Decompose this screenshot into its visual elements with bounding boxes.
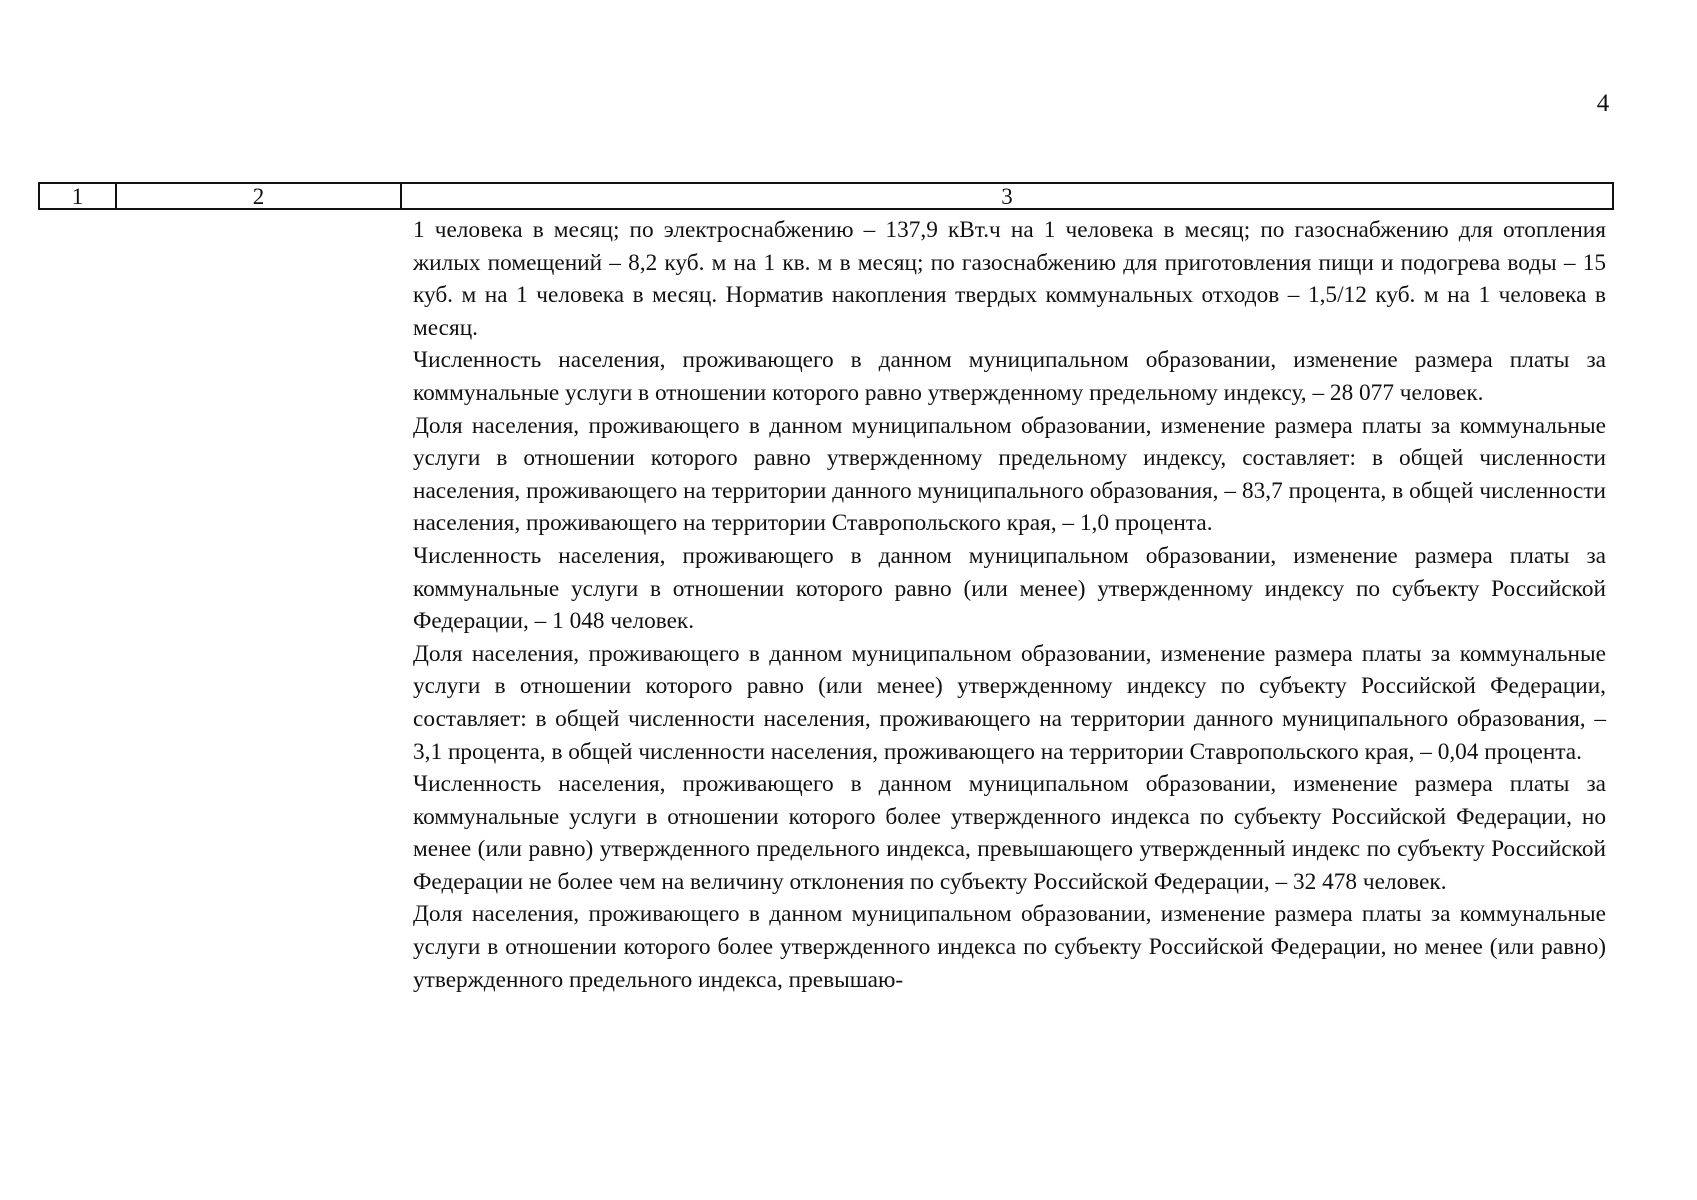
column-header-3: 3 <box>1001 183 1013 209</box>
document-body <box>413 214 1606 996</box>
paragraph: Доля населения, проживающего в данном муниципальном образовании, изменение размера платы за коммунальные услуги в отношении которого равно утвержденному предельному индексу, составляет: в общей численности населения, проживающего на территории данного муниципального образования, – 83,7 процента, в общей численности населения, проживающего на территории Ставропольского края, – 1,0 процента. <box>413 412 1606 537</box>
table-column-header <box>38 182 1614 210</box>
paragraph: Численность населения, проживающего в данном муниципальном образовании, изменение размера платы за коммунальные услуги в отношении которого равно (или менее) утвержденному индексу по субъекту Российской Федерации, – 1 048 человек. <box>413 542 1606 635</box>
paragraph: Численность населения, проживающего в данном муниципальном образовании, изменение размера платы за коммунальные услуги в отношении которого равно утвержденному предельному индексу, – 28 077 человек. <box>413 347 1606 406</box>
paragraph: Численность населения, проживающего в данном муниципальном образовании, изменение размера платы за коммунальные услуги в отношении которого более утвержденного индекса по субъекту Российской Федерации, но менее (или равно) утвержденного предельного индекса, превышающего утвержденный индекс по субъекту Российской Федерации не более чем на величину отклонения по субъекту Российской Федерации, – 32 478 человек. <box>413 771 1606 895</box>
page-number: 4 <box>1596 90 1610 117</box>
column-header-1: 1 <box>40 184 117 208</box>
paragraph: Доля населения, проживающего в данном муниципальном образовании, изменение размера платы за коммунальные услуги в отношении которого равно (или менее) утвержденному индексу по субъекту Российской Федерации, составляет: в общей численности населения, проживающего на территории данного муниципального образования, – 3,1 процента, в общей численности населения, проживающего на территории Ставропольского края, – 0,04 процента. <box>413 640 1606 765</box>
paragraph: Доля населения, проживающего в данном муниципальном образовании, изменение размера платы за коммунальные услуги в отношении которого более утвержденного индекса по субъекту Российской Федерации, но менее (или равно) утвержденного предельного индекса, превышаю- <box>413 901 1606 993</box>
column-header-2: 2 <box>117 184 402 208</box>
paragraph: 1 человека в месяц; по электроснабжению – 137,9 кВт.ч на 1 человека в месяц; по газоснабжению для отопления жилых помещений – 8,2 куб. м на 1 кв. м в месяц; по газоснабжению для приготовления пищи и подогрева воды – 15 куб. м на 1 человека в месяц. Норматив накопления твердых коммунальных отходов – 1,5/12 куб. м на 1 человека в месяц. <box>413 217 1606 341</box>
